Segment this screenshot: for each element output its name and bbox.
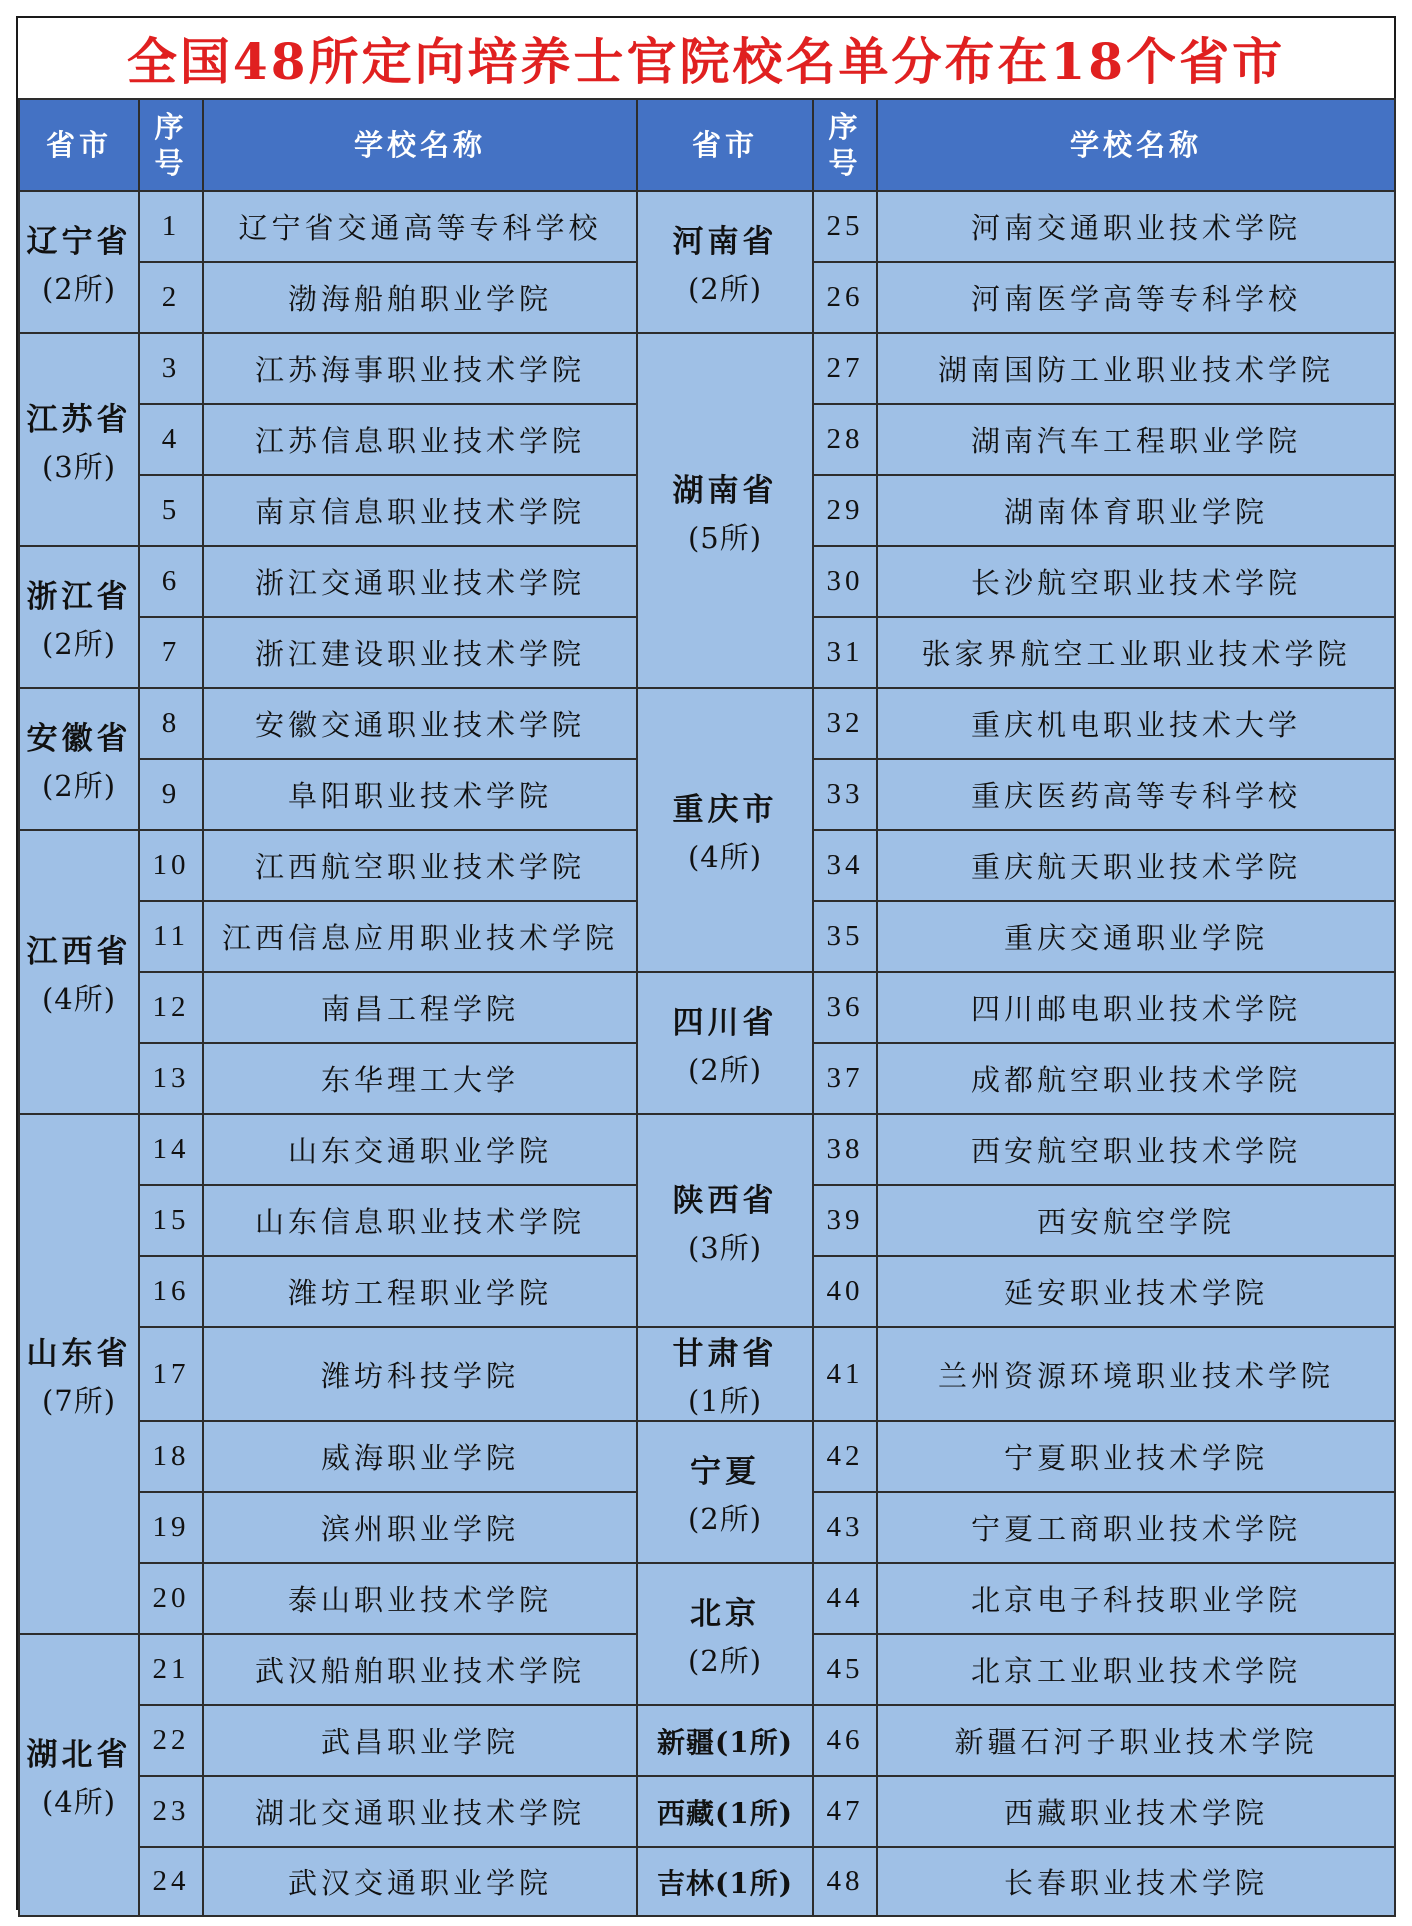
seq-number: 2 [139, 262, 203, 333]
province-cell [19, 333, 139, 546]
seq-number: 11 [139, 901, 203, 972]
school-name: 长沙航空职业技术学院 [877, 546, 1395, 617]
seq-number: 39 [813, 1185, 877, 1256]
table-row [19, 333, 1395, 404]
seq-number: 26 [813, 262, 877, 333]
school-name: 南昌工程学院 [203, 972, 637, 1043]
seq-number: 9 [139, 759, 203, 830]
school-name: 西藏职业技术学院 [877, 1776, 1395, 1847]
seq-number: 22 [139, 1705, 203, 1776]
school-name: 湖南国防工业职业技术学院 [877, 333, 1395, 404]
province-name: 湖南省 [672, 472, 778, 509]
school-name: 阜阳职业技术学院 [203, 759, 637, 830]
seq-number: 27 [813, 333, 877, 404]
province-cell [637, 1421, 813, 1563]
seq-number: 48 [813, 1847, 877, 1916]
school-name: 兰州资源环境职业技术学院 [877, 1327, 1395, 1421]
province-count: (4所) [687, 840, 763, 874]
province-count: (2所) [687, 1644, 763, 1678]
school-name: 威海职业学院 [203, 1421, 637, 1492]
school-name: 四川邮电职业技术学院 [877, 972, 1395, 1043]
province-name: 河南省 [672, 224, 778, 260]
province-name: 宁夏 [690, 1454, 760, 1490]
school-name: 重庆航天职业技术学院 [877, 830, 1395, 901]
seq-number: 3 [139, 333, 203, 404]
school-name: 西安航空职业技术学院 [877, 1114, 1395, 1185]
school-name: 江苏信息职业技术学院 [203, 404, 637, 475]
school-name: 宁夏职业技术学院 [877, 1421, 1395, 1492]
school-name: 湖南体育职业学院 [877, 475, 1395, 546]
seq-number: 8 [139, 688, 203, 759]
header-province-right: 省市 [637, 99, 813, 191]
school-name: 安徽交通职业技术学院 [203, 688, 637, 759]
seq-number: 40 [813, 1256, 877, 1327]
school-name: 东华理工大学 [203, 1043, 637, 1114]
province-name: 重庆市 [672, 792, 778, 828]
table-row [19, 1563, 1395, 1634]
page-title: 全国48所定向培养士官院校名单分布在18个省市 [18, 18, 1394, 98]
school-name: 潍坊科技学院 [203, 1327, 637, 1421]
header-seq-char1: 序 [154, 109, 188, 144]
seq-number: 7 [139, 617, 203, 688]
seq-number: 37 [813, 1043, 877, 1114]
province-cell [637, 1327, 813, 1421]
header-seq-char2: 号 [828, 146, 862, 180]
province-cell [637, 1776, 813, 1847]
school-name: 山东信息职业技术学院 [203, 1185, 637, 1256]
table-row [19, 1705, 1395, 1776]
seq-number: 29 [813, 475, 877, 546]
school-name: 重庆交通职业学院 [877, 901, 1395, 972]
province-name: 安徽省 [26, 721, 132, 757]
province-cell [637, 688, 813, 972]
seq-number: 36 [813, 972, 877, 1043]
school-name: 武汉交通职业学院 [203, 1847, 637, 1916]
seq-number: 35 [813, 901, 877, 972]
province-cell [637, 1114, 813, 1327]
province-name: 江苏省 [26, 401, 132, 438]
seq-number: 21 [139, 1634, 203, 1705]
province-count: (2所) [687, 1502, 763, 1536]
province-count: (2所) [687, 272, 763, 306]
school-name: 江西信息应用职业技术学院 [203, 901, 637, 972]
header-province-left: 省市 [19, 99, 139, 191]
seq-number: 18 [139, 1421, 203, 1492]
seq-number: 13 [139, 1043, 203, 1114]
province-cell [19, 1114, 139, 1634]
school-name: 湖南汽车工程职业学院 [877, 404, 1395, 475]
province-count: (2所) [41, 272, 117, 306]
school-name: 辽宁省交通高等专科学校 [203, 191, 637, 262]
table-row [19, 972, 1395, 1043]
seq-number: 34 [813, 830, 877, 901]
province-cell [19, 1634, 139, 1916]
seq-number: 14 [139, 1114, 203, 1185]
province-count: (4所) [41, 1785, 117, 1819]
table-header-row [19, 99, 1395, 191]
table-row [19, 191, 1395, 262]
school-name: 江苏海事职业技术学院 [203, 333, 637, 404]
seq-number: 16 [139, 1256, 203, 1327]
school-name: 浙江交通职业技术学院 [203, 546, 637, 617]
seq-number: 38 [813, 1114, 877, 1185]
seq-number: 32 [813, 688, 877, 759]
province-name: 北京 [690, 1596, 760, 1632]
seq-number: 10 [139, 830, 203, 901]
seq-number: 5 [139, 475, 203, 546]
school-name: 武昌职业学院 [203, 1705, 637, 1776]
province-count: (1所) [687, 1384, 763, 1418]
school-name: 宁夏工商职业技术学院 [877, 1492, 1395, 1563]
seq-number: 20 [139, 1563, 203, 1634]
seq-number: 25 [813, 191, 877, 262]
province-name: 山东省 [26, 1336, 132, 1372]
seq-number: 43 [813, 1492, 877, 1563]
province-name: 新疆(1所) [657, 1725, 793, 1759]
school-name: 成都航空职业技术学院 [877, 1043, 1395, 1114]
school-name: 河南交通职业技术学院 [877, 191, 1395, 262]
province-name: 西藏(1所) [657, 1796, 793, 1830]
province-cell [637, 1705, 813, 1776]
seq-number: 42 [813, 1421, 877, 1492]
province-cell [19, 830, 139, 1114]
header-seq-right [813, 99, 877, 191]
table-row [19, 1114, 1395, 1185]
school-name: 浙江建设职业技术学院 [203, 617, 637, 688]
seq-number: 12 [139, 972, 203, 1043]
seq-number: 23 [139, 1776, 203, 1847]
province-name: 吉林(1所) [657, 1866, 793, 1900]
school-name: 潍坊工程职业学院 [203, 1256, 637, 1327]
province-name: 浙江省 [26, 579, 132, 615]
seq-number: 33 [813, 759, 877, 830]
seq-number: 15 [139, 1185, 203, 1256]
school-name: 北京电子科技职业学院 [877, 1563, 1395, 1634]
document-frame [16, 16, 1396, 1910]
school-name: 重庆机电职业技术大学 [877, 688, 1395, 759]
province-cell [19, 688, 139, 830]
header-school-right: 学校名称 [877, 99, 1395, 191]
seq-number: 19 [139, 1492, 203, 1563]
seq-number: 24 [139, 1847, 203, 1916]
school-name: 山东交通职业学院 [203, 1114, 637, 1185]
school-name: 武汉船舶职业技术学院 [203, 1634, 637, 1705]
school-name: 湖北交通职业技术学院 [203, 1776, 637, 1847]
province-count: (2所) [41, 769, 117, 803]
school-name: 张家界航空工业职业技术学院 [877, 617, 1395, 688]
seq-number: 6 [139, 546, 203, 617]
header-school-left: 学校名称 [203, 99, 637, 191]
province-name: 湖北省 [26, 1737, 132, 1773]
seq-number: 44 [813, 1563, 877, 1634]
school-name: 重庆医药高等专科学校 [877, 759, 1395, 830]
seq-number: 30 [813, 546, 877, 617]
school-name: 渤海船舶职业学院 [203, 262, 637, 333]
seq-number: 4 [139, 404, 203, 475]
province-name: 四川省 [672, 1005, 778, 1041]
province-cell [637, 191, 813, 333]
school-name: 江西航空职业技术学院 [203, 830, 637, 901]
school-name: 滨州职业学院 [203, 1492, 637, 1563]
school-name: 长春职业技术学院 [877, 1847, 1395, 1916]
province-count: (2所) [687, 1053, 763, 1087]
province-cell [19, 191, 139, 333]
table-row [19, 1327, 1395, 1421]
seq-number: 47 [813, 1776, 877, 1847]
seq-number: 28 [813, 404, 877, 475]
table-row [19, 1421, 1395, 1492]
seq-number: 46 [813, 1705, 877, 1776]
school-name: 河南医学高等专科学校 [877, 262, 1395, 333]
province-name: 江西省 [26, 934, 132, 970]
table-row [19, 1776, 1395, 1847]
seq-number: 41 [813, 1327, 877, 1421]
province-cell [637, 1847, 813, 1916]
header-seq-char2: 号 [154, 146, 188, 180]
school-name: 延安职业技术学院 [877, 1256, 1395, 1327]
school-name: 南京信息职业技术学院 [203, 475, 637, 546]
school-name: 西安航空学院 [877, 1185, 1395, 1256]
province-cell [637, 972, 813, 1114]
province-name: 辽宁省 [26, 224, 132, 260]
province-cell [637, 1563, 813, 1705]
province-count: (5所) [687, 520, 763, 555]
province-count: (3所) [41, 449, 117, 484]
table-row [19, 688, 1395, 759]
province-cell [637, 333, 813, 688]
table-row [19, 1847, 1395, 1916]
schools-table [18, 98, 1396, 1917]
province-count: (7所) [41, 1384, 117, 1418]
province-cell [19, 546, 139, 688]
school-name: 北京工业职业技术学院 [877, 1634, 1395, 1705]
header-seq-char1: 序 [828, 109, 862, 144]
province-count: (4所) [41, 982, 117, 1016]
seq-number: 1 [139, 191, 203, 262]
school-name: 泰山职业技术学院 [203, 1563, 637, 1634]
seq-number: 31 [813, 617, 877, 688]
seq-number: 17 [139, 1327, 203, 1421]
header-seq-left [139, 99, 203, 191]
school-name: 新疆石河子职业技术学院 [877, 1705, 1395, 1776]
province-count: (2所) [41, 627, 117, 661]
province-name: 甘肃省 [672, 1336, 778, 1372]
province-count: (3所) [687, 1230, 763, 1265]
seq-number: 45 [813, 1634, 877, 1705]
province-name: 陕西省 [672, 1182, 778, 1219]
